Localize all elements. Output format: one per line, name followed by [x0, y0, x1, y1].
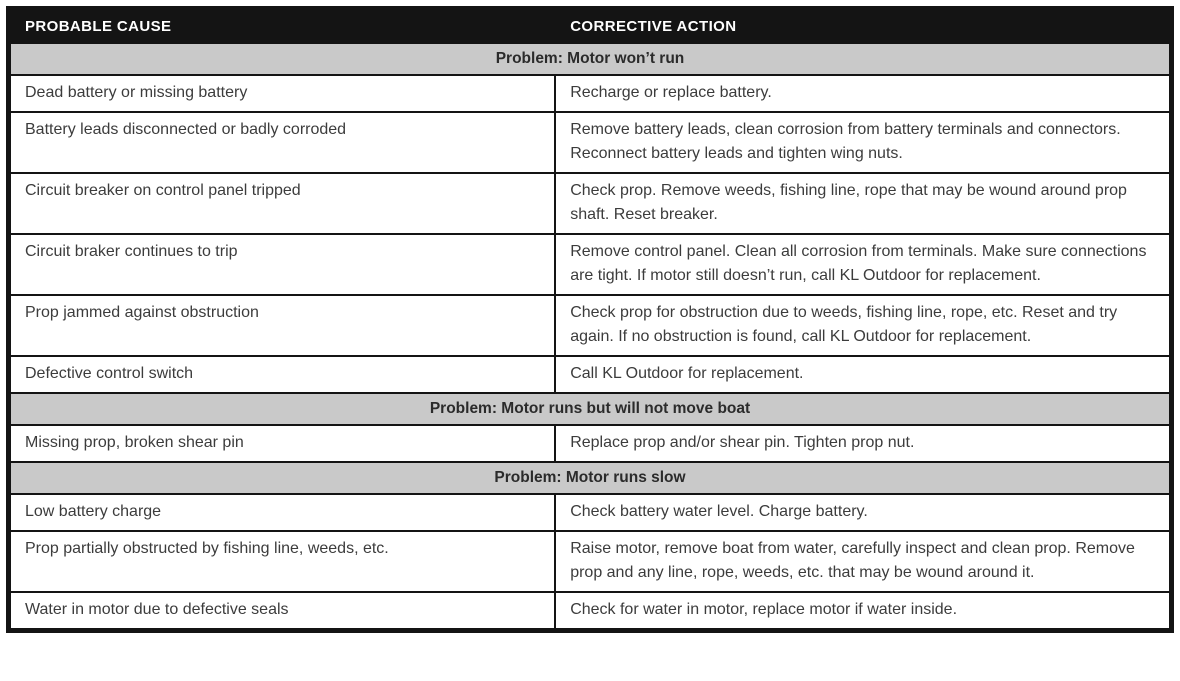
troubleshooting-grid	[9, 9, 1171, 630]
section-header-row	[10, 43, 1170, 75]
table-row	[10, 75, 1170, 112]
section-title: Problem: Motor won’t run	[10, 43, 1170, 75]
table-row	[10, 112, 1170, 173]
table-row	[10, 295, 1170, 356]
table-row	[10, 425, 1170, 462]
corrective-action-cell: Check for water in motor, replace motor if water inside.	[555, 592, 1170, 629]
corrective-action-cell: Replace prop and/or shear pin. Tighten prop nut.	[555, 425, 1170, 462]
troubleshooting-table	[6, 6, 1174, 633]
section-header-row	[10, 462, 1170, 494]
probable-cause-cell: Low battery charge	[10, 494, 555, 531]
probable-cause-cell: Missing prop, broken shear pin	[10, 425, 555, 462]
corrective-action-cell: Check prop for obstruction due to weeds, fishing line, rope, etc. Reset and try again. If no obstruction is found, call KL Outdoor for replacement.	[555, 295, 1170, 356]
section-title: Problem: Motor runs but will not move boat	[10, 393, 1170, 425]
table-row	[10, 494, 1170, 531]
table-row	[10, 356, 1170, 393]
section-header-row	[10, 393, 1170, 425]
corrective-action-cell: Check battery water level. Charge battery.	[555, 494, 1170, 531]
probable-cause-cell: Battery leads disconnected or badly corroded	[10, 112, 555, 173]
probable-cause-cell: Dead battery or missing battery	[10, 75, 555, 112]
table-row	[10, 592, 1170, 629]
column-header-probable-cause: PROBABLE CAUSE	[10, 10, 555, 43]
probable-cause-cell: Prop jammed against obstruction	[10, 295, 555, 356]
probable-cause-cell: Defective control switch	[10, 356, 555, 393]
corrective-action-cell: Remove battery leads, clean corrosion from battery terminals and connectors. Reconnect battery leads and tighten wing nuts.	[555, 112, 1170, 173]
probable-cause-cell: Circuit breaker on control panel tripped	[10, 173, 555, 234]
table-body	[10, 43, 1170, 629]
corrective-action-cell: Call KL Outdoor for replacement.	[555, 356, 1170, 393]
section-title: Problem: Motor runs slow	[10, 462, 1170, 494]
probable-cause-cell: Water in motor due to defective seals	[10, 592, 555, 629]
probable-cause-cell: Prop partially obstructed by fishing line, weeds, etc.	[10, 531, 555, 592]
corrective-action-cell: Remove control panel. Clean all corrosion from terminals. Make sure connections are tight. If motor still doesn’t run, call KL Outdoor for replacement.	[555, 234, 1170, 295]
table-row	[10, 173, 1170, 234]
table-header-row	[10, 10, 1170, 43]
corrective-action-cell: Raise motor, remove boat from water, carefully inspect and clean prop. Remove prop and any line, rope, weeds, etc. that may be wound around it.	[555, 531, 1170, 592]
table-row	[10, 234, 1170, 295]
corrective-action-cell: Check prop. Remove weeds, fishing line, rope that may be wound around prop shaft. Reset breaker.	[555, 173, 1170, 234]
probable-cause-cell: Circuit braker continues to trip	[10, 234, 555, 295]
column-header-corrective-action: CORRECTIVE ACTION	[555, 10, 1170, 43]
table-row	[10, 531, 1170, 592]
corrective-action-cell: Recharge or replace battery.	[555, 75, 1170, 112]
